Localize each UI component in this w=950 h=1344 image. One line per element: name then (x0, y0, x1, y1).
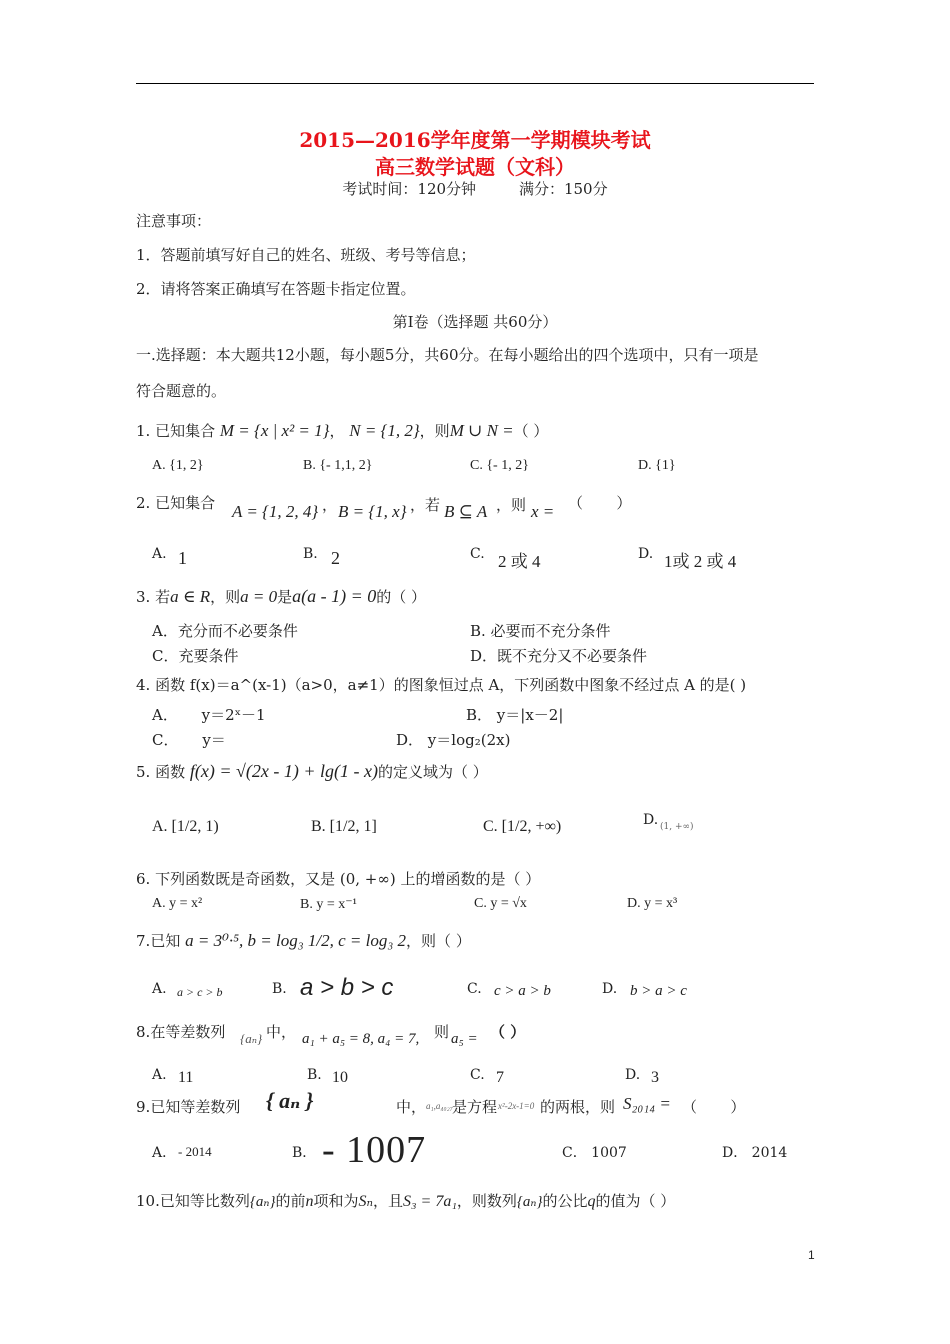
question-number: 5. (136, 763, 151, 781)
option-a-label: A. (152, 1067, 167, 1083)
question-text: 已知等差数列 (150, 1098, 241, 1116)
option-c: 7 (496, 1069, 504, 1086)
option-b: 10 (332, 1069, 348, 1086)
answer-paren: （ ） (513, 422, 549, 440)
question-number: 1. (136, 422, 151, 440)
question-text: 的值为（ ） (595, 1192, 676, 1210)
math-expression: a₁,a₄₀₂₇ (426, 1101, 453, 1111)
exam-title: 2015—2016学年度第一学期模块考试 (299, 128, 651, 152)
option-b: B. {- 1,1, 2} (303, 458, 373, 473)
answer-paren: （ ） (682, 1098, 746, 1116)
option-b: B． y＝|x－2| (466, 706, 564, 724)
math-expression: B = {1, x} (338, 502, 407, 521)
option-c-label: C. (467, 981, 482, 997)
question-text: ，则 (419, 422, 450, 440)
question-7 (136, 930, 471, 951)
option-c-label: C. (470, 1067, 485, 1083)
math-expression: { aₙ } (266, 1088, 314, 1113)
question-text: 在等差数列 (150, 1023, 226, 1041)
notice-item-1: 1．答题前填写好自己的姓名、班级、考号等信息； (136, 246, 476, 264)
question-number: 8. (136, 1023, 151, 1041)
question-text: ，则 (496, 496, 527, 514)
question-text: 函数 (155, 763, 186, 781)
option-c: 2 或 4 (498, 552, 541, 571)
math-expression: {aₙ} (516, 1194, 543, 1210)
question-3 (136, 586, 426, 607)
option-c: C． y＝ (152, 731, 226, 749)
option-b: B. [1/2, 1] (311, 818, 377, 835)
question-text: 的公比 (542, 1192, 588, 1210)
option-c-label: C. (470, 546, 485, 562)
question-9 (136, 1096, 240, 1117)
math-expression: S₂₀₁₄ = (623, 1094, 671, 1113)
question-10 (136, 1190, 675, 1211)
option-b: 2 (331, 548, 340, 568)
option-d: b > a > c (630, 983, 687, 999)
question-text: 项和为 (313, 1192, 359, 1210)
math-expression: a ∈ R (170, 587, 211, 606)
option-b-label: B. (303, 546, 318, 562)
question-text: 则 (434, 1023, 450, 1041)
option-d: D. {1} (638, 458, 676, 473)
question-number: 7. (136, 932, 151, 950)
option-d: 1或 2 或 4 (664, 552, 737, 571)
option-a: A. {1, 2} (152, 458, 204, 473)
math-expression: A = {1, 2, 4} (232, 502, 319, 521)
section-title: 第Ⅰ卷（选择题 共60分） (392, 313, 558, 331)
question-text: 下列函数既是奇函数，又是 (0, +∞) 上的增函数的是（ ） (155, 870, 541, 888)
math-expression: S₃ = 7a₁ (402, 1193, 457, 1210)
math-expression: q (587, 1193, 596, 1210)
math-expression: B ⊆ A (444, 502, 488, 521)
question-number: 9. (136, 1098, 151, 1116)
option-b-label: B． (292, 1145, 317, 1161)
option-d-label: D. (625, 1067, 641, 1083)
question-5 (136, 761, 488, 782)
question-number: 4. (136, 676, 151, 694)
question-text: 函数 f(x)＝a^(x-1)（a>0，a≠1）的图象恒过点 A，下列函数中图象不经过点 A 的是( ) (155, 676, 747, 694)
option-a: A．充分而不必要条件 (152, 622, 298, 640)
math-expression: n (305, 1193, 314, 1210)
math-expression: x = (531, 502, 555, 521)
question-2 (136, 492, 215, 513)
question-text: 已知集合 (155, 422, 216, 440)
option-a: A． y＝2ˣ－1 (152, 706, 266, 724)
question-text: ，则 (210, 588, 241, 606)
question-text: ，若 (410, 496, 441, 514)
math-expression: N = {1, 2} (349, 421, 420, 440)
option-a-label: A. (152, 546, 167, 562)
question-number: 10. (136, 1192, 160, 1210)
question-number: 3. (136, 588, 151, 606)
question-text: ，则数列 (456, 1192, 517, 1210)
page-number: 1 (808, 1248, 815, 1262)
option-c: C. [1/2, +∞) (483, 818, 562, 835)
math-expression: a = 0 (240, 587, 278, 606)
question-1 (136, 420, 548, 441)
option-d: 3 (651, 1069, 659, 1086)
question-text: ，且 (372, 1192, 403, 1210)
option-d-label: D. (643, 812, 659, 828)
math-expression: a(a - 1) = 0 (292, 586, 377, 606)
math-expression: f(x) = √(2x - 1) + lg(1 - x) (189, 761, 378, 781)
option-d: (1, +∞) (660, 822, 694, 832)
question-text: 已知 (150, 932, 181, 950)
question-text: 的两根，则 (540, 1098, 616, 1116)
question-number: 6. (136, 870, 151, 888)
header-rule (136, 83, 814, 84)
option-b-label: B. (307, 1067, 322, 1083)
notice-item-2: 2．请将答案正确填写在答题卡指定位置。 (136, 280, 416, 298)
option-d-label: D. (602, 981, 618, 997)
option-d: D. y = x³ (627, 896, 678, 911)
math-expression: Sₙ (358, 1193, 373, 1210)
option-c: c > a > b (494, 983, 551, 999)
option-d: D． 2014 (722, 1145, 788, 1161)
question-text: 中， (266, 1023, 297, 1041)
option-a: - 2014 (178, 1144, 212, 1159)
math-expression: M = {x | x² = 1} (219, 421, 330, 440)
math-expression: {aₙ} (249, 1194, 276, 1210)
option-a: a > c > b (177, 985, 223, 999)
math-expression: x²-2x-1=0 (498, 1101, 535, 1111)
math-expression: a = 3⁰·⁵, b = log₃ 1/2, c = log₃ 2 (185, 931, 407, 950)
question-text: 的（ ） (376, 588, 427, 606)
answer-paren: （ ） (490, 1023, 526, 1041)
question-text: 是 (277, 588, 293, 606)
section-intro-line1: 一.选择题：本大题共12小题，每小题5分，共60分。在每小题给出的四个选项中，只有一项是 (136, 346, 759, 364)
answer-paren: （ ） (568, 494, 632, 512)
question-6 (136, 868, 540, 889)
option-c: C． 1007 (562, 1145, 627, 1161)
math-expression: a₁ + a₅ = 8, a₄ = 7, (302, 1031, 420, 1047)
question-text: 已知等比数列 (159, 1192, 250, 1210)
question-text: 的前 (275, 1192, 306, 1210)
question-text: 若 (155, 588, 171, 606)
option-a-label: A． (152, 1145, 177, 1161)
option-b: a > b > c (300, 974, 394, 1001)
option-a: 1 (178, 548, 187, 568)
option-b-label: B. (272, 981, 287, 997)
question-text: ，则（ ） (406, 932, 471, 950)
option-a: A. y = x² (152, 896, 203, 911)
question-text: 中， (396, 1098, 427, 1116)
math-expression: a₅ = (451, 1031, 478, 1047)
question-text: 已知集合 (155, 494, 216, 512)
question-number: 2. (136, 494, 151, 512)
math-expression: {aₙ} (240, 1031, 263, 1046)
question-4 (136, 674, 746, 695)
option-d: D．既不充分又不必要条件 (470, 647, 648, 665)
section-intro-line2: 符合题意的。 (136, 382, 227, 400)
option-d-label: D. (638, 546, 654, 562)
question-8 (136, 1021, 225, 1042)
exam-subtitle: 高三数学试题（文科） (375, 155, 575, 179)
question-text: ， (329, 422, 345, 440)
option-b: B. y = x⁻¹ (300, 897, 357, 912)
option-b: - 1007 (322, 1129, 427, 1171)
question-text: 的定义域为（ ） (378, 763, 488, 781)
option-d: D． y＝log₂(2x) (396, 731, 511, 749)
option-a: A. [1/2, 1) (152, 818, 219, 835)
exam-info: 考试时间：120分钟 满分：150分 (342, 180, 608, 198)
option-c: C. {- 1, 2} (470, 458, 529, 473)
question-text: 是方程 (452, 1098, 498, 1116)
notice-heading: 注意事项： (136, 212, 212, 230)
option-a: 11 (178, 1069, 194, 1086)
question-text: ， (322, 496, 338, 514)
option-b: B. 必要而不充分条件 (470, 622, 611, 640)
option-c: C．充要条件 (152, 647, 239, 665)
option-a-label: A. (152, 981, 167, 997)
math-expression: M ∪ N = (449, 421, 514, 440)
option-c: C. y = √x (474, 896, 527, 911)
